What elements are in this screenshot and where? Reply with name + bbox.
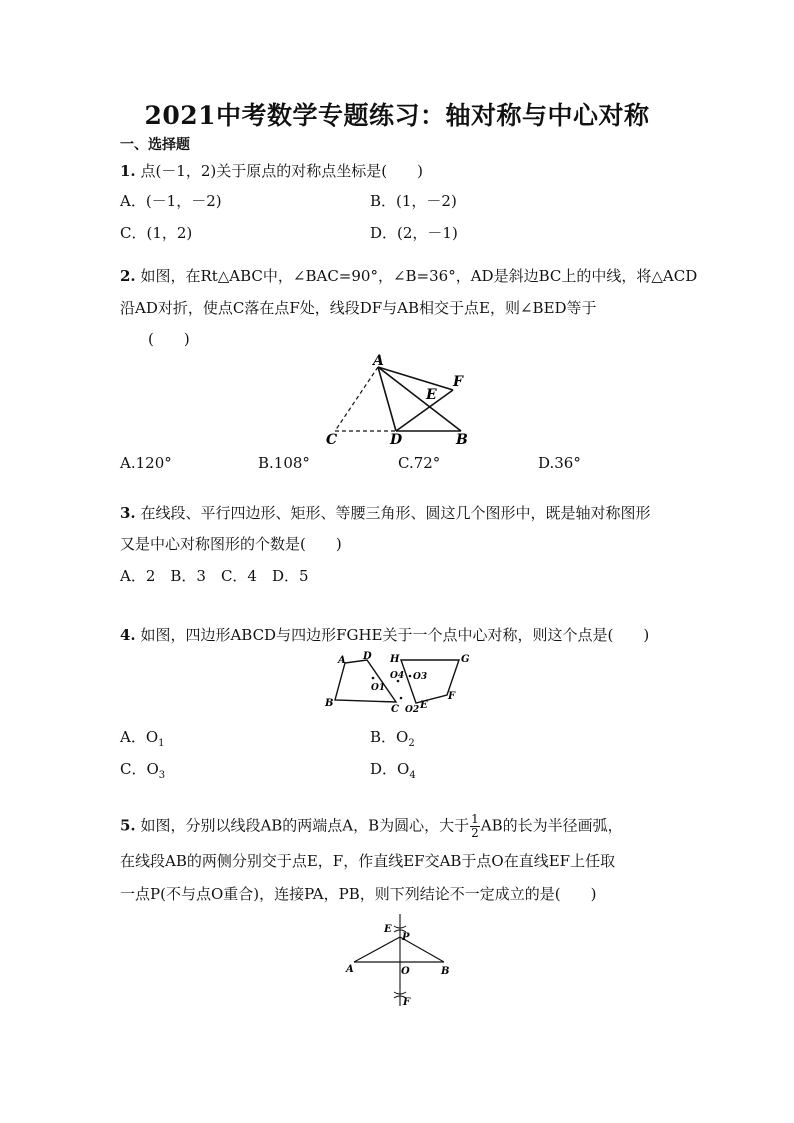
q4-option-a [120, 726, 165, 749]
question-number: 3. [120, 504, 136, 522]
question-2-line-3: ( ) [148, 330, 190, 348]
question-5-line-2: 在线段AB的两侧分别交于点E，F，作直线EF交AB于点O在直线EF上任取 [120, 852, 616, 870]
label-d: D [390, 432, 403, 448]
question-3-line-1 [120, 502, 650, 523]
point-o3 [409, 675, 412, 678]
question-number: 5. [120, 816, 136, 835]
fraction-denominator: 2 [471, 826, 479, 840]
question-number: 4. [120, 626, 136, 644]
q2-option-a: A.120° [120, 454, 172, 472]
q4-option-d [370, 758, 416, 781]
label-e: E [426, 387, 437, 403]
q2-triangle-figure [315, 352, 485, 448]
page-title: 2021中考数学专题练习：轴对称与中心对称 [144, 101, 650, 130]
segment-ab [378, 367, 461, 431]
label-o1: O1 [371, 683, 386, 693]
fraction-numerator: 1 [471, 812, 479, 826]
question-text: 在线段、平行四边形、矩形、等腰三角形、圆这几个图形中，既是轴对称图形 [135, 504, 651, 522]
segment-pa [354, 937, 400, 962]
option-subscript: 3 [158, 770, 166, 781]
fraction-one-half [470, 813, 480, 840]
option-subscript: 2 [408, 738, 415, 749]
segment-ac [335, 367, 378, 431]
q1-option-a: A．(－1，－2) [120, 192, 222, 210]
q2-option-c: C.72° [398, 454, 441, 472]
label-o3: O3 [413, 672, 428, 682]
question-1-stem [120, 160, 423, 181]
segment-ad [378, 367, 396, 431]
label-b: B [325, 698, 334, 709]
label-e: E [420, 700, 428, 711]
question-4-stem [120, 624, 649, 645]
segment-af [378, 367, 453, 390]
point-o2 [400, 697, 403, 700]
q4-quadrilateral-figure [318, 648, 478, 718]
label-e: E [384, 924, 392, 935]
q2-option-b: B.108° [258, 454, 310, 472]
label-o4: O4 [390, 671, 405, 681]
segment-df [396, 390, 453, 431]
label-f: F [453, 374, 463, 390]
q2-option-d: D.36° [538, 454, 581, 472]
question-text-cont: AB的长为半径画弧， [480, 816, 623, 835]
label-c: C [326, 432, 338, 448]
q4-option-c [120, 758, 165, 781]
point-o1 [372, 677, 375, 680]
label-f: F [448, 691, 456, 702]
q1-option-d: D．(2，－1) [370, 224, 458, 242]
option-subscript: 1 [158, 738, 165, 749]
question-5-line-1 [120, 813, 623, 840]
label-h: H [390, 654, 400, 665]
q3-options: A．2 B．3 C．4 D．5 [120, 567, 309, 585]
question-text: 点(－1，2)关于原点的对称点坐标是( ) [135, 162, 423, 180]
question-2-line-2: 沿AD对折，使点C落在点F处，线段DF与AB相交于点E，则∠BED等于 [120, 299, 597, 317]
label-g: G [461, 654, 470, 665]
label-b: B [441, 966, 450, 977]
question-text: 如图，四边形ABCD与四边形FGHE关于一个点中心对称，则这个点是( ) [135, 626, 650, 644]
option-text: C．O [120, 760, 159, 778]
label-a: A [346, 964, 354, 975]
label-o2: O2 [405, 705, 420, 715]
label-c: C [391, 704, 399, 715]
section-heading: 一、选择题 [120, 137, 190, 153]
label-f: F [403, 997, 411, 1008]
q1-option-c: C．(1，2) [120, 224, 193, 242]
option-subscript: 4 [409, 770, 416, 781]
quadrilateral-abcd [335, 660, 396, 702]
question-2-line-1 [120, 265, 697, 286]
label-a: A [373, 353, 384, 369]
question-number: 2. [120, 267, 136, 285]
option-text: B．O [370, 728, 409, 746]
question-text: 如图，在Rt△ABC中，∠BAC=90°，∠B=36°，AD是斜边BC上的中线，将△ACD [135, 267, 698, 285]
question-3-line-2: 又是中心对称图形的个数是( ) [120, 535, 342, 553]
label-o: O [401, 966, 410, 977]
q5-bisector-figure [340, 910, 460, 1010]
q4-option-b [370, 726, 415, 749]
question-text: 如图，分别以线段AB的两端点A，B为圆心，大于 [135, 816, 470, 835]
question-number: 1. [120, 162, 136, 180]
label-b: B [456, 432, 468, 448]
option-text: A．O [120, 728, 159, 746]
question-5-line-3: 一点P(不与点O重合)，连接PA，PB，则下列结论不一定成立的是( ) [120, 885, 597, 903]
label-p: P [402, 932, 410, 943]
q1-option-b: B．(1，－2) [370, 192, 457, 210]
option-text: D．O [370, 760, 410, 778]
label-a: A [338, 655, 346, 666]
label-d: D [363, 651, 372, 662]
